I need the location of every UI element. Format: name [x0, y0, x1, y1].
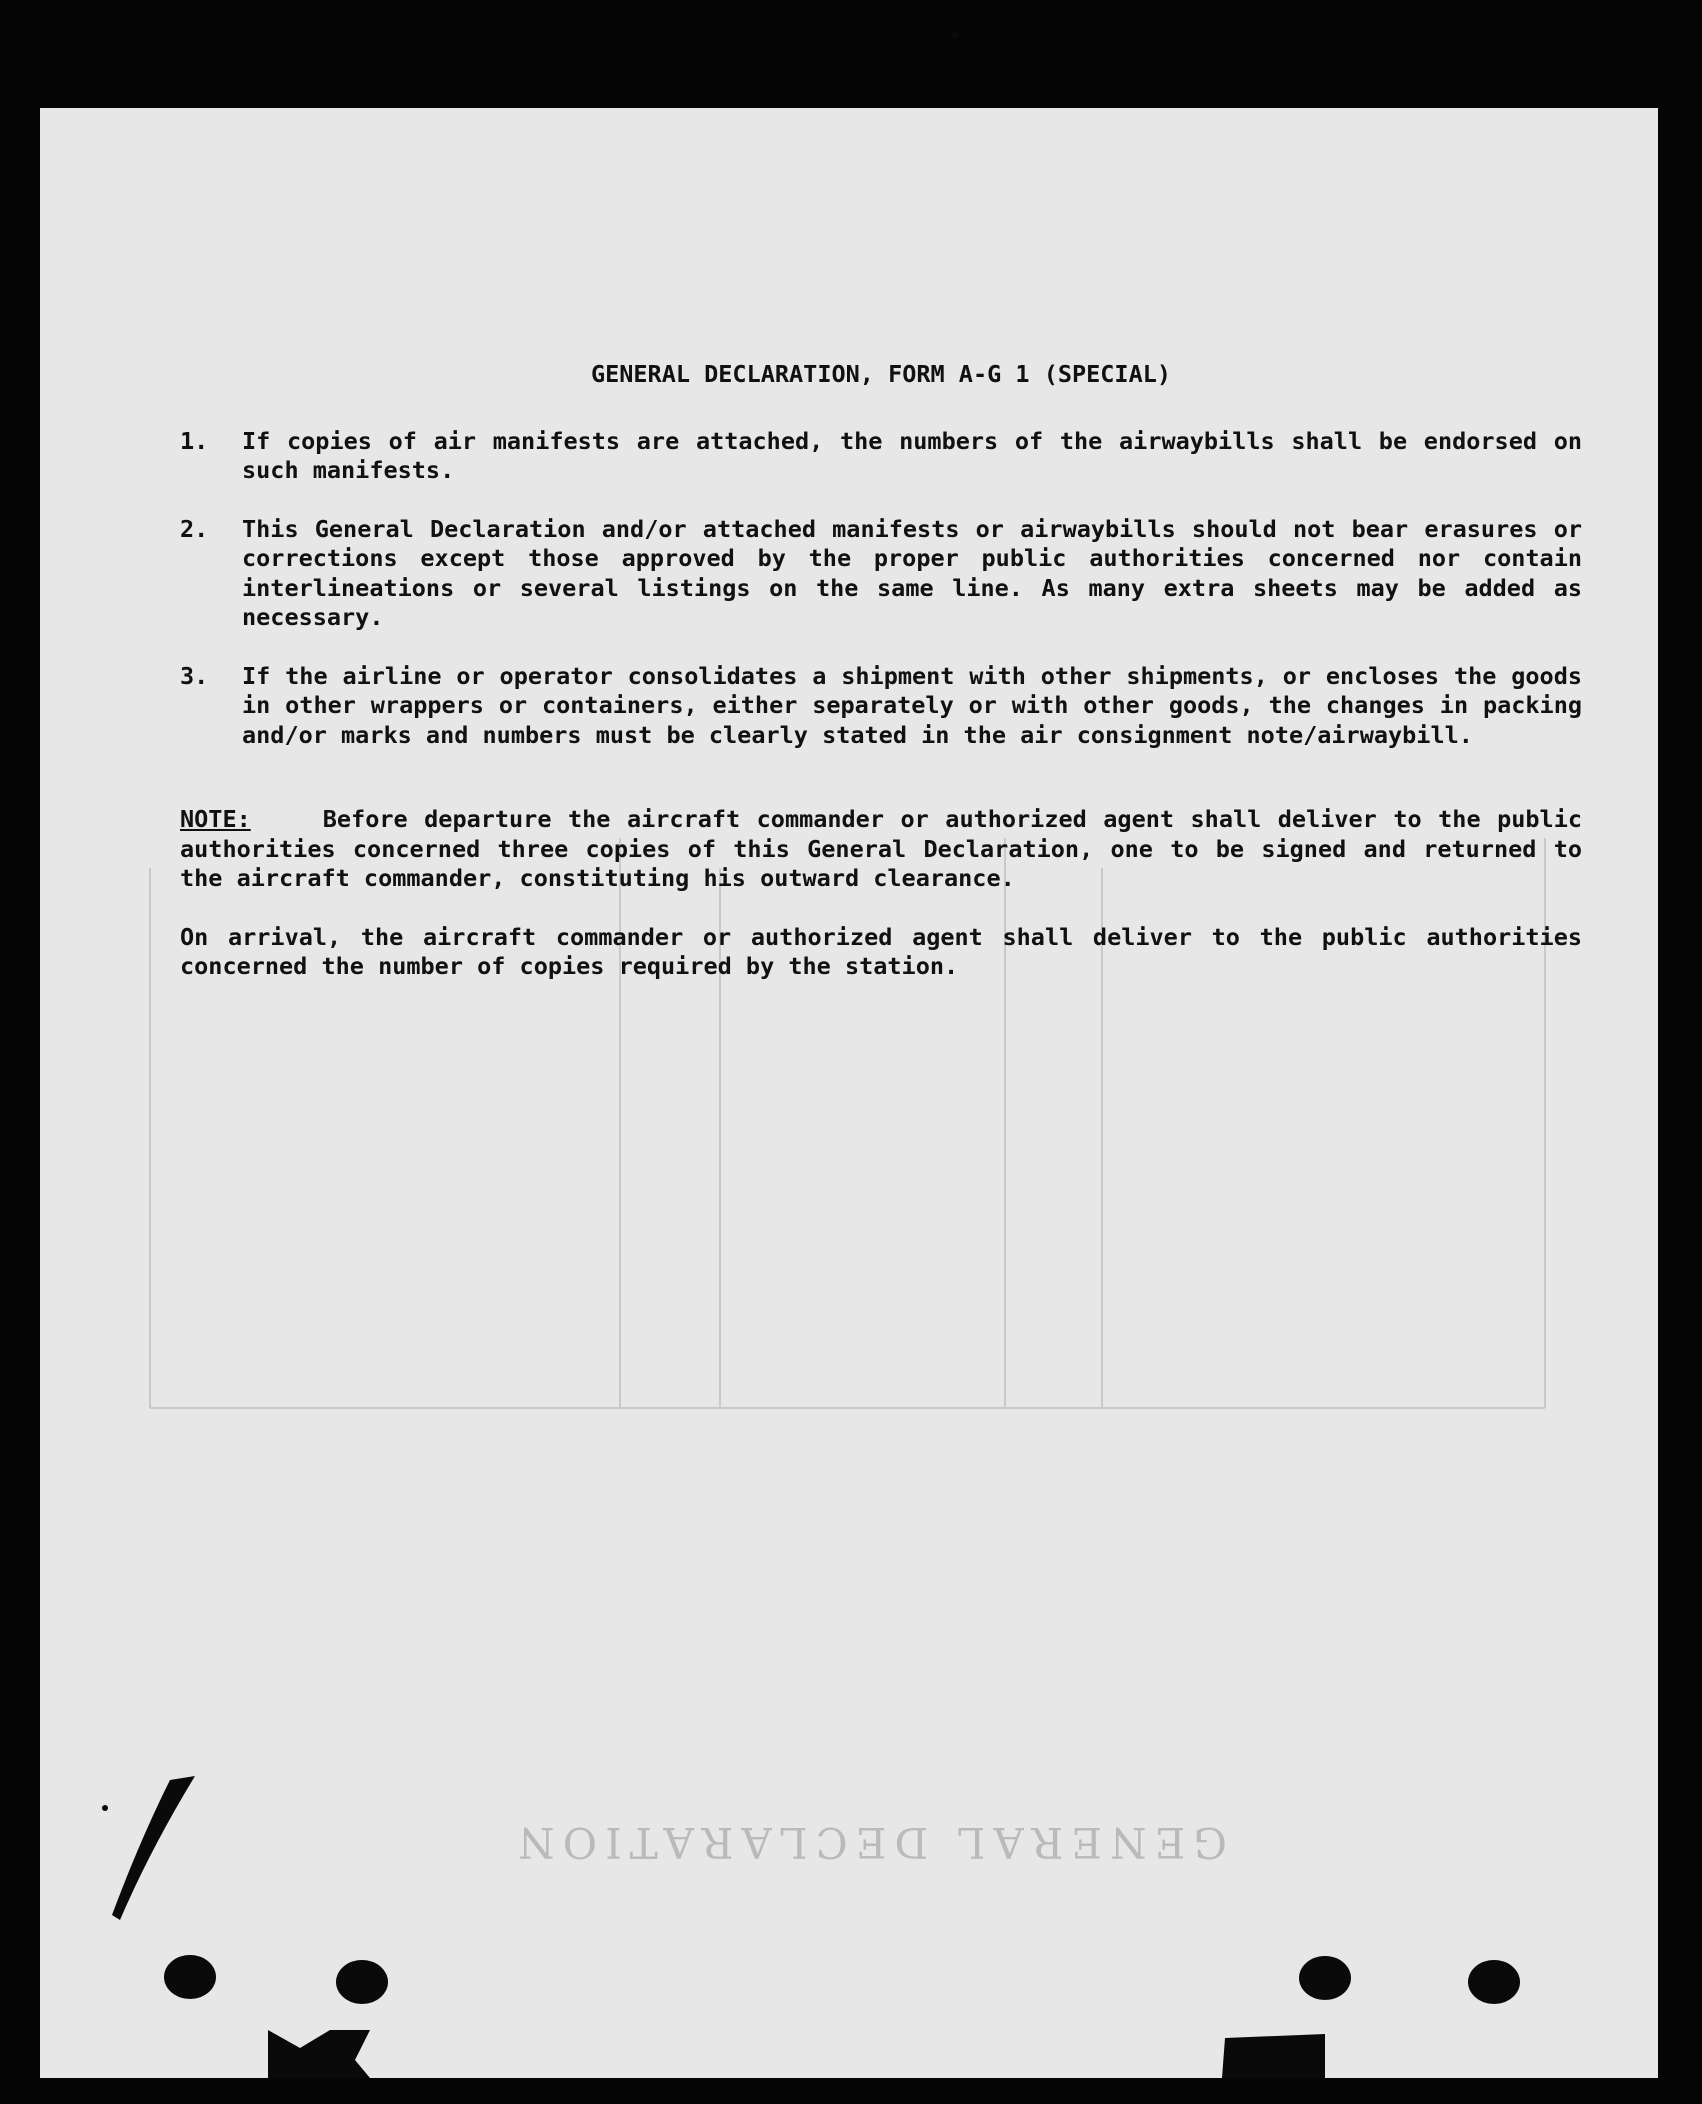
arrival-paragraph: On arrival, the aircraft commander or authorized agent shall deliver to the public authorities concerned the number of copies required by the station. — [180, 922, 1582, 980]
punch-hole-right-1 — [1299, 1956, 1351, 2000]
page-title: GENERAL DECLARATION, FORM A-G 1 (SPECIAL) — [590, 360, 1172, 388]
item-text: If the airline or operator consolidates a shipment with other shipments, or encloses the goods in other wrappers or containers, either separately or with other goods, the changes in packing and/or marks and numbers must be clearly stated in the air consignment note/airwaybill. — [242, 661, 1582, 749]
punch-hole-left-2 — [336, 1960, 388, 2004]
item-number: 1. — [180, 426, 209, 455]
note-text: Before departure the aircraft commander or authorized agent shall deliver to the public authorities concerned three copies of this General Declaration, one to be signed and returned to the aircraft commander, constituting his outward clearance. — [180, 805, 1582, 892]
bleed-through-heading: GENERAL DECLARATION — [510, 1818, 1227, 1867]
item-text: If copies of air manifests are attached, the numbers of the airwaybills shall be endorsed on such manifests. — [242, 426, 1582, 484]
punch-hole-right-2 — [1468, 1960, 1520, 2004]
edge-tab-right — [1222, 2034, 1325, 2078]
punch-hole-left-1 — [164, 1955, 216, 1999]
item-number: 2. — [180, 514, 209, 543]
note-label: NOTE: — [180, 805, 251, 833]
item-number: 3. — [180, 661, 209, 690]
item-text: This General Declaration and/or attached manifests or airwaybills should not bear erasures or corrections except those approved by the proper public authorities concerned nor contain interlineations or several listings on the same line. As many extra sheets may be added as necessary. — [242, 514, 1582, 631]
edge-tab-left — [268, 2030, 370, 2078]
ink-stroke — [112, 1776, 195, 1920]
